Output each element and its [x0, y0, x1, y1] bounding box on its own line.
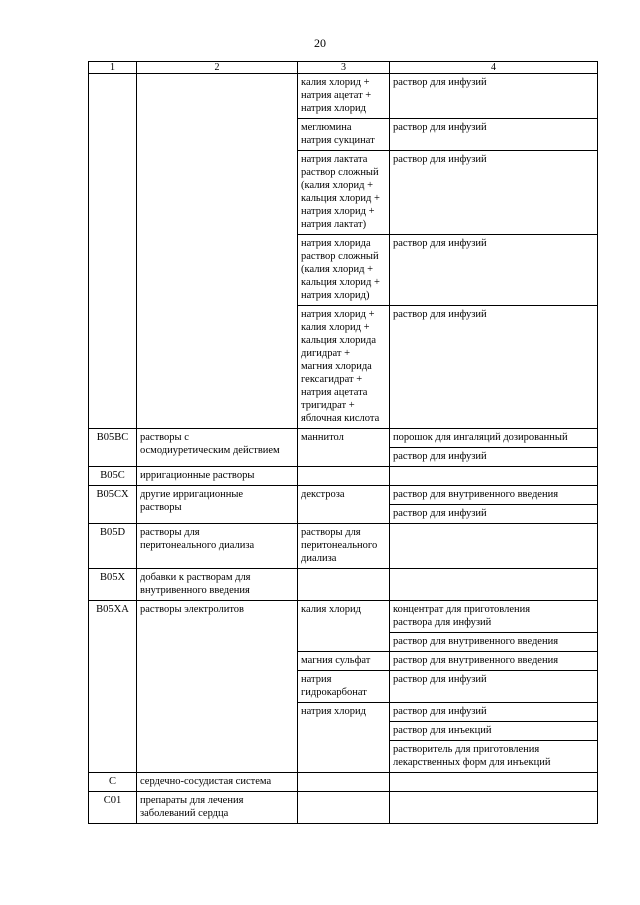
group-cell: ирригационные растворы — [137, 467, 298, 486]
form-cell: раствор для инфузий — [390, 235, 598, 306]
drug-cell: калия хлорид + натрия ацетат + натрия хлорид — [298, 74, 390, 119]
group-cell: растворы для перитонеального диализа — [137, 524, 298, 569]
table-row — [89, 467, 598, 486]
page-number: 20 — [314, 36, 326, 50]
code-cell: B05BC — [89, 429, 137, 467]
drug-cell: натрия гидрокарбонат — [298, 671, 390, 703]
group-cell: препараты для лечения заболеваний сердца — [137, 792, 298, 824]
group-cell: растворы электролитов — [137, 601, 298, 773]
form-cell: раствор для инъекций — [390, 722, 598, 741]
group-cell: другие ирригационные растворы — [137, 486, 298, 524]
form-cell: раствор для инфузий — [390, 306, 598, 429]
form-cell — [390, 792, 598, 824]
form-cell: раствор для инфузий — [390, 119, 598, 151]
code-cell: C01 — [89, 792, 137, 824]
table-row — [89, 773, 598, 792]
form-cell: раствор для инфузий — [390, 448, 598, 467]
form-cell: раствор для инфузий — [390, 505, 598, 524]
form-cell — [390, 773, 598, 792]
drug-cell — [298, 792, 390, 824]
form-cell: раствор для инфузий — [390, 151, 598, 235]
form-cell: раствор для инфузий — [390, 703, 598, 722]
group-cell: добавки к растворам для внутривенного введения — [137, 569, 298, 601]
code-cell: B05C — [89, 467, 137, 486]
drug-cell: декстроза — [298, 486, 390, 524]
form-cell — [390, 467, 598, 486]
group-cell: сердечно-сосудистая система — [137, 773, 298, 792]
code-cell: B05XA — [89, 601, 137, 773]
code-cell — [89, 74, 137, 429]
column-header: 2 — [137, 62, 298, 74]
drug-cell: маннитол — [298, 429, 390, 467]
code-cell: B05CX — [89, 486, 137, 524]
drug-cell — [298, 773, 390, 792]
form-cell: растворитель для приготовления лекарственных форм для инъекций — [390, 741, 598, 773]
form-cell: раствор для внутривенного введения — [390, 633, 598, 652]
form-cell — [390, 524, 598, 569]
table-row — [89, 429, 598, 448]
form-cell: порошок для ингаляций дозированный — [390, 429, 598, 448]
form-cell: раствор для инфузий — [390, 671, 598, 703]
group-cell: растворы с осмодиуретическим действием — [137, 429, 298, 467]
table-row — [89, 601, 598, 633]
group-cell — [137, 74, 298, 429]
drug-cell: натрия лактата раствор сложный (калия хлорид + кальция хлорид + натрия хлорид + натрия лактат) — [298, 151, 390, 235]
drug-cell: меглюмина натрия сукцинат — [298, 119, 390, 151]
form-cell: раствор для внутривенного введения — [390, 486, 598, 505]
column-header: 1 — [89, 62, 137, 74]
drug-cell — [298, 569, 390, 601]
drug-cell: натрия хлорида раствор сложный (калия хлорид + кальция хлорид + натрия хлорид) — [298, 235, 390, 306]
drug-cell: магния сульфат — [298, 652, 390, 671]
form-cell: раствор для инфузий — [390, 74, 598, 119]
drug-cell — [298, 467, 390, 486]
table-row — [89, 74, 598, 119]
column-header: 3 — [298, 62, 390, 74]
table-row — [89, 486, 598, 505]
drug-cell: натрия хлорид + калия хлорид + кальция хлорида дигидрат + магния хлорида гексагидрат + натрия ацетата тригидрат + яблочная кислота — [298, 306, 390, 429]
medication-table — [88, 61, 598, 824]
code-cell: B05D — [89, 524, 137, 569]
column-header: 4 — [390, 62, 598, 74]
table-row — [89, 524, 598, 569]
code-cell: C — [89, 773, 137, 792]
table-row — [89, 792, 598, 824]
table-row — [89, 569, 598, 601]
drug-cell: натрия хлорид — [298, 703, 390, 773]
header-row — [89, 62, 598, 74]
drug-cell: растворы для перитонеального диализа — [298, 524, 390, 569]
drug-cell: калия хлорид — [298, 601, 390, 652]
form-cell: раствор для внутривенного введения — [390, 652, 598, 671]
code-cell: B05X — [89, 569, 137, 601]
form-cell — [390, 569, 598, 601]
form-cell: концентрат для приготовления раствора для инфузий — [390, 601, 598, 633]
